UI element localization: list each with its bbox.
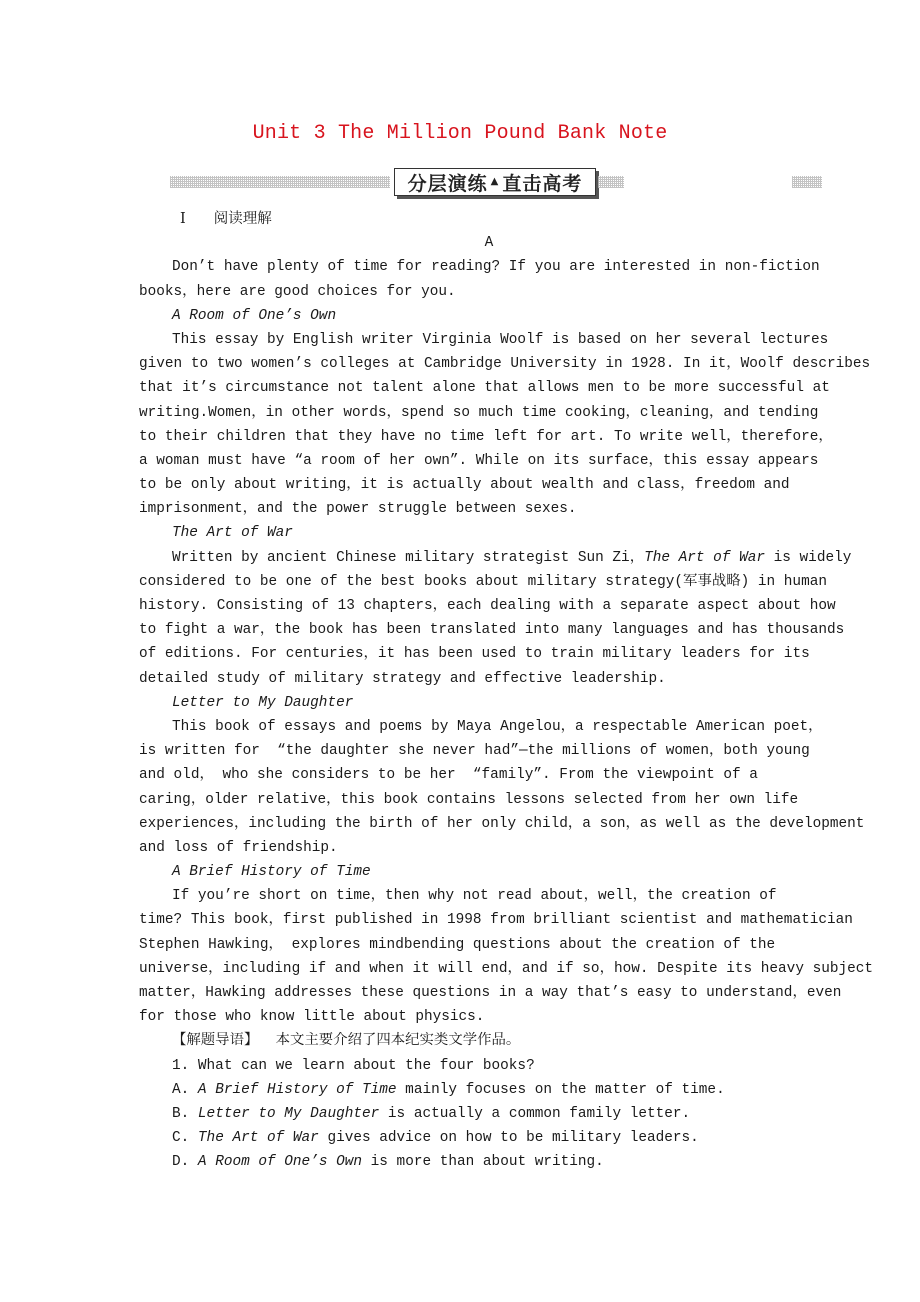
- book-paragraph-line: considered to be one of the best books about military strategy(军事战略) in human: [139, 573, 827, 590]
- option-book-title: The Art of War: [197, 1130, 319, 1147]
- banner-text-left: 分层演练: [407, 172, 488, 195]
- book-paragraph-line: to their children that they have no time left for art. To write well，therefore，: [139, 428, 833, 445]
- book-paragraph-line: If you’re short on time，then why not read about，well，the creation of: [172, 888, 777, 905]
- option-letter: A.: [172, 1081, 198, 1098]
- page-title: Unit 3 The Million Pound Bank Note: [252, 122, 668, 145]
- option-text: is more than about writing.: [362, 1154, 604, 1171]
- option-text: mainly focuses on the matter of time.: [396, 1081, 725, 1098]
- line-text: is widely: [765, 549, 852, 566]
- inline-book-title: The Art of War: [644, 549, 765, 566]
- section-number: Ⅰ: [180, 211, 186, 227]
- answer-option-b: [139, 1102, 839, 1126]
- book-title: Letter to My Daughter: [172, 694, 354, 711]
- book-paragraph-line: experiences，including the birth of her only child，a son，as well as the development: [139, 815, 865, 832]
- answer-option-d: [139, 1150, 839, 1174]
- option-text: gives advice on how to be military leaders.: [318, 1130, 699, 1147]
- book-paragraph-line: and old， who she considers to be her “family”. From the viewpoint of a: [139, 767, 758, 784]
- answer-option-a: [139, 1078, 839, 1102]
- option-book-title: A Brief History of Time: [197, 1081, 397, 1098]
- book-paragraph-line: to be only about writing，it is actually about wealth and class，freedom and: [139, 477, 790, 494]
- banner-hatch-left: [170, 176, 390, 188]
- option-letter: B.: [172, 1105, 198, 1122]
- option-book-title: Letter to My Daughter: [197, 1105, 380, 1122]
- book-paragraph-line: is written for “the daughter she never had”—the millions of women，both young: [139, 743, 810, 760]
- book-paragraph-line: history. Consisting of 13 chapters，each dealing with a separate aspect about how: [139, 598, 836, 614]
- triangle-icon: ▲: [490, 175, 500, 187]
- book-title: A Room of One’s Own: [172, 307, 337, 324]
- intro-line: books，here are good choices for you.: [139, 283, 456, 300]
- option-letter: D.: [172, 1154, 198, 1171]
- intro-line: Don’t have plenty of time for reading? If you are interested in non-fiction: [172, 259, 820, 276]
- option-letter: C.: [172, 1130, 198, 1147]
- book-title: A Brief History of Time: [172, 864, 371, 881]
- book-paragraph-line: universe，including if and when it will end，and if so，how. Despite its heavy subject: [139, 960, 874, 977]
- banner-hatch-mid: [598, 176, 624, 188]
- book-paragraph-line: to fight a war，the book has been translated into many languages and has thousands: [139, 622, 845, 639]
- banner-text-right: 直击高考: [502, 172, 583, 195]
- passage-label: A: [484, 235, 494, 252]
- guide-label: 【解题导语】: [172, 1033, 259, 1050]
- section-heading: [139, 207, 839, 231]
- reading-content: [139, 207, 874, 1175]
- section-banner: [170, 168, 822, 198]
- book-paragraph-line: time? This book，first published in 1998 from brilliant scientist and mathematician: [139, 912, 853, 929]
- book-paragraph-line: for those who know little about physics.: [139, 1009, 485, 1026]
- banner-label-box: [394, 168, 596, 196]
- book-paragraph-line: of editions. For centuries，it has been used to train military leaders for its: [139, 646, 810, 663]
- book-paragraph-line: Stephen Hawking， explores mindbending questions about the creation of the: [139, 936, 776, 953]
- book-title: The Art of War: [172, 525, 293, 542]
- section-label: 阅读理解: [213, 211, 272, 227]
- answer-option-c: [139, 1126, 839, 1150]
- book-paragraph-line: caring，older relative，this book contains lessons selected from her own life: [139, 791, 799, 808]
- book-paragraph-line: This essay by English writer Virginia Woolf is based on her several lectures: [172, 331, 829, 348]
- solution-guide: [139, 1029, 839, 1053]
- line-text: Written by ancient Chinese military strategist Sun Zi，: [172, 549, 645, 566]
- book-paragraph-line: imprisonment，and the power struggle between sexes.: [139, 501, 577, 518]
- book-paragraph-line: writing.Women，in other words，spend so much time cooking，cleaning，and tending: [139, 404, 819, 421]
- book-paragraph-line: and loss of friendship.: [139, 839, 338, 856]
- book-paragraph-line: a woman must have “a room of her own”. While on its surface，this essay appears: [139, 452, 819, 469]
- book-paragraph-line: This book of essays and poems by Maya Angelou，a respectable American poet，: [172, 718, 823, 735]
- book-paragraph-line: that it’s circumstance not talent alone that allows men to be more successful at: [139, 380, 830, 397]
- option-text: is actually a common family letter.: [379, 1105, 691, 1122]
- option-book-title: A Room of One’s Own: [197, 1154, 363, 1171]
- book-paragraph-line: [139, 546, 852, 570]
- question-stem: 1. What can we learn about the four books?: [172, 1057, 535, 1074]
- book-paragraph-line: matter，Hawking addresses these questions in a way that’s easy to understand，even: [139, 985, 842, 1001]
- book-paragraph-line: given to two women’s colleges at Cambridge University in 1928. In it，Woolf describes: [139, 356, 871, 373]
- guide-text: 本文主要介绍了四本纪实类文学作品。: [258, 1033, 521, 1050]
- banner-hatch-right: [792, 176, 822, 188]
- book-paragraph-line: detailed study of military strategy and effective leadership.: [139, 670, 666, 687]
